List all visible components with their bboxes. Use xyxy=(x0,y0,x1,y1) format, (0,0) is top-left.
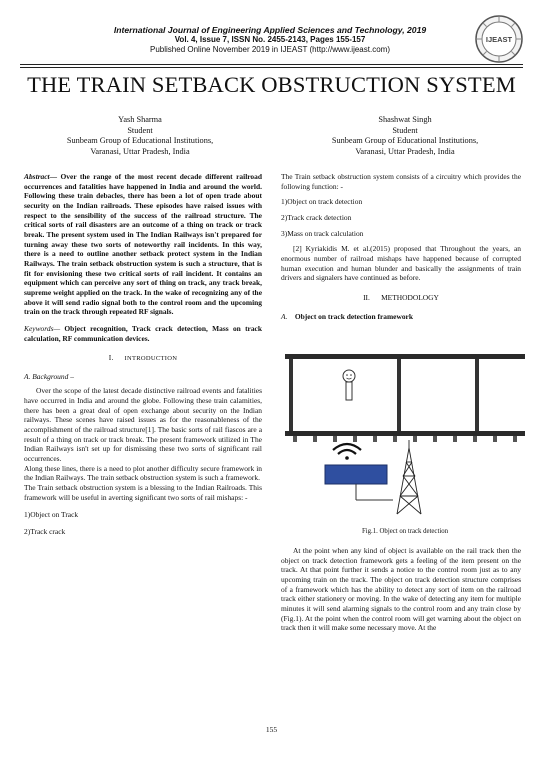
track-post xyxy=(289,359,293,431)
left-column xyxy=(24,172,262,537)
abstract-text: Over the range of the most recent decade different railroad occurrences and fatalities have happened in India and around the world. Following these train debacles, there has been a lot of open trade about security on the Indian railroads. These episodes have raised issues with respect to the sensibility of the success of the railroad structure. The critical sorts of rail disasters are an outcome of a thing on track or track break. The present system used in The Indian Railways isn't prepared for turning away these two sorts of noteworthy rail incidents. In this way, there is a need to outline another setback protect system in the Indian Railways. The train setback obstruction system is such a structure, that is fit for envisioning these two critical sorts of rail incident. It contains an equipment which can perceive any sort of thing on track, any track break, supreme weight applied on the track. In the wake of recognizing any of the above it will send radio signal both to the control room and the upcoming train on the track through repeated RF signals. xyxy=(24,172,263,317)
paragraph: [2] Kyriakidis M. et al.(2015) proposed that Throughout the years, an enormous number of railroad mishaps have happened because of corrupted human execution and human blunder and basically the assignments of train drivers and signalers have continued as before. xyxy=(281,244,521,283)
section-1-heading xyxy=(24,353,262,364)
subsection-number: A. xyxy=(281,311,288,321)
list-item: 2)Track crack xyxy=(24,527,66,536)
subsection-heading xyxy=(281,312,521,322)
rail-ties xyxy=(293,436,517,442)
paragraph: Over the scope of the latest decade distinctive railroad events and fatalities have occurred in India and around the globe. Following these train calamities, there has been a great deal of open exchange about security on the Indian railways. These scenes have raised issues as for the reasonableness of the accomplishment of the railroad structure[1]. The basic sorts of rail fiascos are a result of a thing on track or track break. The present framework utilized in The Indian Railways isn't set up for dismissing these two sorts of significant rail occurrences. xyxy=(24,386,262,464)
paragraph: The Train setback obstruction system consists of a circuitry which provides the following function: - xyxy=(281,172,521,191)
paragraph: Along these lines, there is a need to plot another difficulty secure framework in the Indian Railways. The train setback obstruction system is such a framework. xyxy=(24,463,262,483)
abstract-lead: Abstract— xyxy=(24,172,58,181)
figure-caption: Fig.1. Object on track detection xyxy=(361,528,449,535)
sensor-box xyxy=(325,465,387,484)
subsection-background: A. Background – xyxy=(24,371,74,381)
list-item: 1)Object on track detection xyxy=(281,197,363,207)
journal-header xyxy=(60,25,480,55)
paper-title: THE TRAIN SETBACK OBSTRUCTION SYSTEM xyxy=(27,72,516,97)
right-column-continued xyxy=(281,546,521,633)
journal-published: Published Online November 2019 in IJEAST (http://www.ijeast.com) xyxy=(150,45,390,54)
keywords xyxy=(24,324,262,343)
person-object-icon xyxy=(343,370,355,400)
abstract xyxy=(24,172,262,317)
author-affiliation: Sunbeam Group of Educational Institutions, xyxy=(331,136,479,146)
track-beam-top xyxy=(285,354,525,359)
journal-logo-icon xyxy=(474,14,524,64)
author-role: Student xyxy=(127,125,153,135)
subsection-title: Object on track detection framework xyxy=(294,311,413,321)
author-location: Varanasi, Uttar Pradesh, India xyxy=(90,146,190,156)
author-role: Student xyxy=(392,125,418,135)
page-number: 155 xyxy=(265,725,278,734)
journal-name: International Journal of Engineering Applied Sciences and Technology, 2019 xyxy=(113,25,427,35)
right-column xyxy=(281,172,521,321)
track-rail xyxy=(285,431,525,436)
track-post xyxy=(475,359,479,431)
journal-volume: Vol. 4, Issue 7, ISSN No. 2455-2143, Pages 155-157 xyxy=(174,35,366,44)
section-title: INTRODUCTION xyxy=(124,355,178,363)
paragraph: At the point when any kind of object is available on the rail track then the object on track detection framework gets a feeling of the item present on the track. At that point further it sends a notice to the control room just as to any upcoming train on the track. The object on track detection structure comprises of a framework which has the ability to detect any sort of item on the railroad track either stationery or moving. In the wake of detecting any item for multiple minutes it will send alarming signals to the control room and any train close by (Fig.1). At the point when the control room will get warning about the object on track then it will make some necessary move. At the xyxy=(281,546,521,633)
keywords-lead: Keywords— xyxy=(24,323,61,333)
logo-text: IJEAST xyxy=(485,35,513,44)
keywords-text: Object recognition, Track crack detection, Mass on track calculation, RF communication devices. xyxy=(24,323,262,343)
header-rule xyxy=(20,64,523,65)
figure-object-detection xyxy=(285,348,525,520)
author-name: Yash Sharma xyxy=(118,115,162,124)
list-item: 1)Object on Track xyxy=(24,510,79,520)
section-number: II. xyxy=(363,292,370,302)
author-location: Varanasi, Uttar Pradesh, India xyxy=(355,146,455,156)
track-post xyxy=(397,359,401,431)
list-item: 2)Track crack detection xyxy=(281,212,352,222)
section-number: I. xyxy=(108,353,114,363)
radio-tower-icon xyxy=(397,440,421,514)
header-rule-2 xyxy=(20,67,523,68)
author-block-2 xyxy=(280,115,530,157)
author-name: Shashwat Singh xyxy=(378,115,432,124)
paragraph: The Train setback obstruction system is a blessing to the Indian Railroads. This framework will be useful in averting significant two sorts of rail mishaps: - xyxy=(24,483,262,502)
author-affiliation: Sunbeam Group of Educational Institutions, xyxy=(66,136,214,146)
section-title: METHODOLOGY xyxy=(381,292,439,302)
list-item: 3)Mass on track calculation xyxy=(281,228,364,238)
author-block-1 xyxy=(20,115,260,157)
wifi-signal-icon xyxy=(333,444,361,460)
section-2-heading xyxy=(281,293,521,303)
